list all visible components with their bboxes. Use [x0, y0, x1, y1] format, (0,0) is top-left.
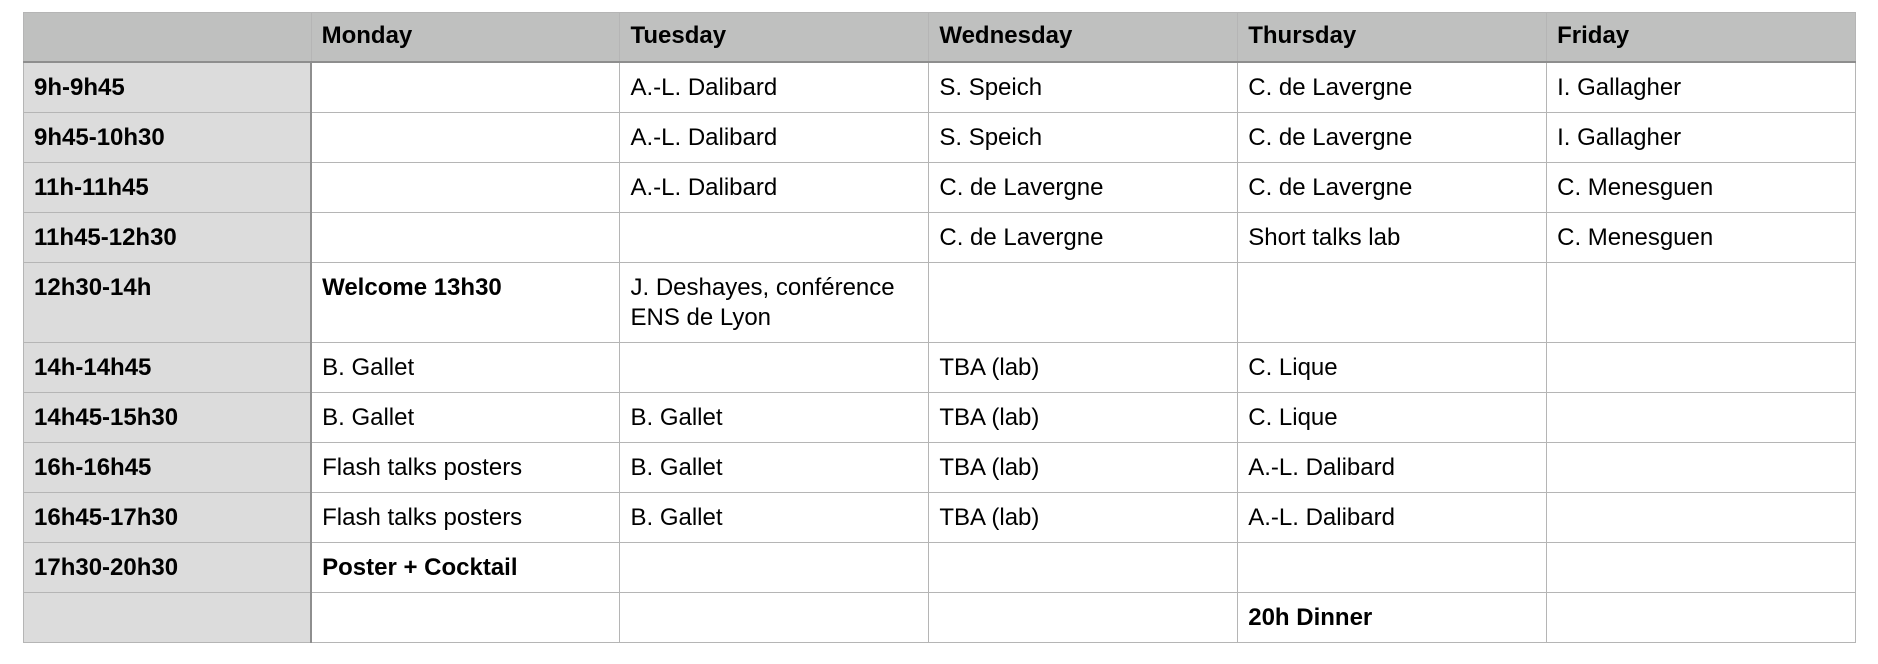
time-slot-cell: 16h45-17h30 — [24, 492, 312, 542]
time-slot-cell: 11h-11h45 — [24, 162, 312, 212]
schedule-cell: TBA (lab) — [929, 442, 1238, 492]
time-slot-cell: 9h-9h45 — [24, 62, 312, 112]
schedule-cell — [311, 112, 620, 162]
table-row — [24, 542, 1856, 592]
schedule-cell: Flash talks posters — [311, 442, 620, 492]
schedule-cell: B. Gallet — [311, 342, 620, 392]
schedule-cell: B. Gallet — [620, 492, 929, 542]
schedule-body — [24, 62, 1856, 642]
schedule-cell: A.-L. Dalibard — [620, 112, 929, 162]
schedule-cell — [1547, 342, 1856, 392]
schedule-cell — [1547, 492, 1856, 542]
schedule-cell — [929, 592, 1238, 642]
schedule-cell: C. Lique — [1238, 392, 1547, 442]
schedule-table — [23, 12, 1856, 643]
schedule-cell: I. Gallagher — [1547, 62, 1856, 112]
schedule-cell — [1547, 262, 1856, 342]
table-row — [24, 112, 1856, 162]
schedule-cell — [311, 592, 620, 642]
time-slot-cell: 12h30-14h — [24, 262, 312, 342]
schedule-cell: Welcome 13h30 — [311, 262, 620, 342]
schedule-cell — [311, 62, 620, 112]
schedule-cell: TBA (lab) — [929, 342, 1238, 392]
schedule-cell — [311, 212, 620, 262]
header-row — [24, 13, 1856, 63]
table-row — [24, 162, 1856, 212]
time-slot-cell: 14h-14h45 — [24, 342, 312, 392]
header-corner-cell — [24, 13, 312, 63]
schedule-cell: C. Lique — [1238, 342, 1547, 392]
table-row — [24, 442, 1856, 492]
header-day-monday: Monday — [311, 13, 620, 63]
schedule-cell: TBA (lab) — [929, 492, 1238, 542]
schedule-cell: C. de Lavergne — [929, 162, 1238, 212]
table-row — [24, 62, 1856, 112]
schedule-cell: C. de Lavergne — [929, 212, 1238, 262]
schedule-cell: C. Menesguen — [1547, 162, 1856, 212]
schedule-cell: A.-L. Dalibard — [1238, 442, 1547, 492]
schedule-cell — [620, 212, 929, 262]
header-day-friday: Friday — [1547, 13, 1856, 63]
table-row — [24, 212, 1856, 262]
schedule-cell — [1238, 542, 1547, 592]
header-day-thursday: Thursday — [1238, 13, 1547, 63]
schedule-cell: Flash talks posters — [311, 492, 620, 542]
schedule-cell — [620, 542, 929, 592]
schedule-cell: A.-L. Dalibard — [620, 162, 929, 212]
schedule-cell: C. Menesguen — [1547, 212, 1856, 262]
time-slot-cell: 16h-16h45 — [24, 442, 312, 492]
schedule-cell: S. Speich — [929, 62, 1238, 112]
schedule-cell — [311, 162, 620, 212]
schedule-cell: A.-L. Dalibard — [1238, 492, 1547, 542]
schedule-cell: C. de Lavergne — [1238, 162, 1547, 212]
schedule-cell: TBA (lab) — [929, 392, 1238, 442]
schedule-cell: B. Gallet — [620, 442, 929, 492]
time-slot-cell: 14h45-15h30 — [24, 392, 312, 442]
schedule-cell — [929, 262, 1238, 342]
schedule-cell — [929, 542, 1238, 592]
table-row — [24, 262, 1856, 342]
schedule-cell: Short talks lab — [1238, 212, 1547, 262]
schedule-cell: S. Speich — [929, 112, 1238, 162]
schedule-cell — [1547, 592, 1856, 642]
schedule-cell: 20h Dinner — [1238, 592, 1547, 642]
schedule-cell — [1547, 442, 1856, 492]
schedule-cell — [1238, 262, 1547, 342]
schedule-cell: B. Gallet — [620, 392, 929, 442]
schedule-cell — [620, 592, 929, 642]
schedule-cell: B. Gallet — [311, 392, 620, 442]
schedule-cell: C. de Lavergne — [1238, 112, 1547, 162]
schedule-cell: A.-L. Dalibard — [620, 62, 929, 112]
header-day-wednesday: Wednesday — [929, 13, 1238, 63]
table-row — [24, 592, 1856, 642]
time-slot-cell: 17h30-20h30 — [24, 542, 312, 592]
schedule-cell — [1547, 392, 1856, 442]
table-row — [24, 492, 1856, 542]
table-row — [24, 392, 1856, 442]
schedule-cell — [1547, 542, 1856, 592]
schedule-cell — [620, 342, 929, 392]
schedule-cell: I. Gallagher — [1547, 112, 1856, 162]
header-day-tuesday: Tuesday — [620, 13, 929, 63]
time-slot-cell — [24, 592, 312, 642]
time-slot-cell: 9h45-10h30 — [24, 112, 312, 162]
schedule-cell: J. Deshayes, conférence ENS de Lyon — [620, 262, 929, 342]
schedule-cell: Poster + Cocktail — [311, 542, 620, 592]
schedule-header — [24, 13, 1856, 63]
schedule-cell: C. de Lavergne — [1238, 62, 1547, 112]
table-row — [24, 342, 1856, 392]
time-slot-cell: 11h45-12h30 — [24, 212, 312, 262]
